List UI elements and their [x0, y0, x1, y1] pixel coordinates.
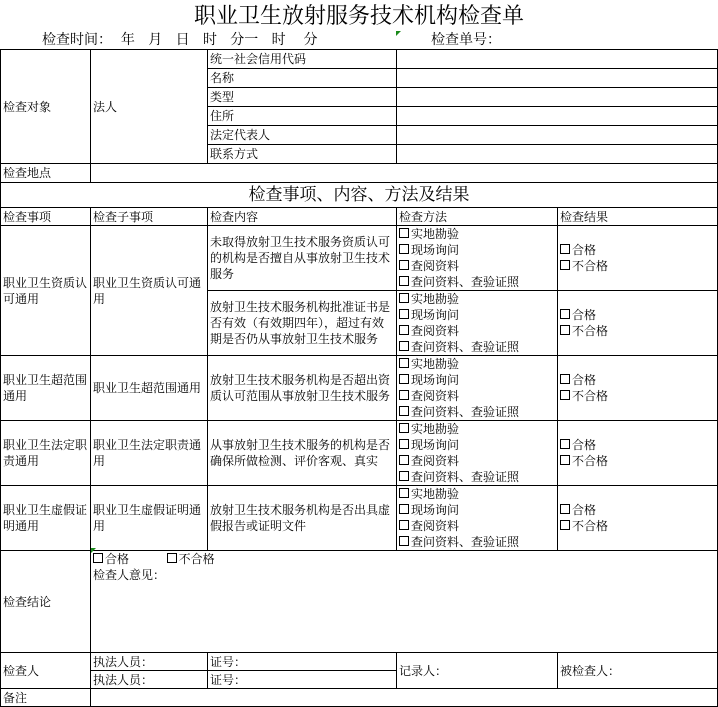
header-item: 检查事项 [1, 208, 91, 226]
location-value[interactable] [91, 164, 718, 183]
inspector-label: 检查人 [1, 653, 91, 689]
header-result: 检查结果 [558, 208, 718, 226]
check-sub-item: 职业卫生资质认可通用 [91, 226, 208, 356]
inspection-time-line: 检查时间： 年 月 日 时 分一 时 分 [42, 32, 318, 48]
method-options [397, 291, 558, 356]
checkbox-icon[interactable] [399, 455, 409, 465]
header-method: 检查方法 [397, 208, 558, 226]
method-options [397, 486, 558, 551]
checkbox-icon[interactable] [399, 244, 409, 254]
conclusion-label: 检查结论 [1, 551, 91, 653]
method-options [397, 421, 558, 486]
check-sub-item: 职业卫生虚假证明通用 [91, 486, 208, 551]
checkbox-icon[interactable] [399, 325, 409, 335]
inspector-opinion-label: 检查人意见： [93, 568, 166, 582]
checkbox-icon[interactable] [399, 358, 409, 368]
result-options [558, 486, 718, 551]
conclusion-fail: 不合格 [178, 552, 215, 566]
checkbox-icon[interactable] [560, 439, 570, 449]
checkbox-icon[interactable] [560, 455, 570, 465]
checkbox-icon[interactable] [399, 293, 409, 303]
method-option[interactable]: 查阅资料 [399, 518, 555, 534]
method-option[interactable]: 实地勘验 [399, 356, 555, 372]
checkbox-icon[interactable] [399, 341, 409, 351]
method-option[interactable]: 现场询问 [399, 437, 555, 453]
method-options [397, 226, 558, 291]
inspection-number-label: 检查单号： [431, 32, 501, 48]
header-content: 检查内容 [208, 208, 397, 226]
inspected-party-label[interactable]: 被检查人： [558, 653, 718, 689]
inspection-table [0, 49, 718, 707]
remark-label: 备注 [1, 689, 91, 707]
object-field-value[interactable] [397, 107, 718, 126]
result-options [558, 226, 718, 291]
result-option[interactable]: 不合格 [560, 388, 715, 404]
result-options [558, 291, 718, 356]
checkbox-icon[interactable] [399, 390, 409, 400]
checkbox-icon[interactable] [560, 520, 570, 530]
result-options [558, 421, 718, 486]
checkbox-icon[interactable] [399, 423, 409, 433]
result-option[interactable]: 合格 [560, 372, 715, 388]
checkbox-icon[interactable] [560, 260, 570, 270]
result-option[interactable]: 合格 [560, 242, 715, 258]
method-option[interactable]: 查问资料、查验证照 [399, 339, 555, 355]
checkbox-icon[interactable] [399, 260, 409, 270]
location-label: 检查地点 [1, 164, 91, 183]
cell-comment-marker [91, 548, 96, 553]
checkbox-icon[interactable] [399, 504, 409, 514]
check-content: 放射卫生技术服务机构是否出具虚假报告或证明文件 [208, 486, 397, 551]
officer-label[interactable]: 执法人员： [91, 671, 208, 689]
object-field-value[interactable] [397, 126, 718, 145]
method-option[interactable]: 现场询问 [399, 242, 555, 258]
conclusion-area[interactable] [91, 551, 718, 653]
object-field-label: 类型 [208, 88, 397, 107]
result-option[interactable]: 不合格 [560, 323, 715, 339]
object-type: 法人 [91, 50, 208, 164]
object-field-value[interactable] [397, 145, 718, 164]
checkbox-icon[interactable] [399, 439, 409, 449]
object-field-value[interactable] [397, 88, 718, 107]
conclusion-pass: 合格 [105, 552, 130, 566]
check-item: 职业卫生超范围通用 [1, 356, 91, 421]
checkbox-icon[interactable] [560, 309, 570, 319]
method-option[interactable]: 查问资料、查验证照 [399, 274, 555, 290]
checkbox-icon[interactable] [560, 374, 570, 384]
form-meta [0, 32, 718, 49]
checkbox-icon[interactable] [399, 309, 409, 319]
object-field-value[interactable] [397, 69, 718, 88]
method-option[interactable]: 查问资料、查验证照 [399, 469, 555, 485]
object-field-label: 名称 [208, 69, 397, 88]
recorder-label[interactable]: 记录人： [397, 653, 558, 689]
object-field-label: 法定代表人 [208, 126, 397, 145]
check-sub-item: 职业卫生法定职责通用 [91, 421, 208, 486]
method-option[interactable]: 查阅资料 [399, 258, 555, 274]
officer-label[interactable]: 执法人员： [91, 653, 208, 671]
method-option[interactable]: 现场询问 [399, 372, 555, 388]
remark-value[interactable] [91, 689, 718, 707]
method-option[interactable]: 查阅资料 [399, 388, 555, 404]
header-sub-item: 检查子事项 [91, 208, 208, 226]
checkbox-icon[interactable] [399, 406, 409, 416]
check-content: 未取得放射卫生技术服务资质认可的机构是否擅自从事放射卫生技术服务 [208, 226, 397, 291]
cert-label[interactable]: 证号： [208, 671, 397, 689]
checkbox-icon[interactable] [560, 325, 570, 335]
check-content: 从事放射卫生技术服务的机构是否确保所做检测、评价客观、真实 [208, 421, 397, 486]
result-option[interactable]: 合格 [560, 437, 715, 453]
checkbox-icon[interactable] [399, 536, 409, 546]
object-field-label: 统一社会信用代码 [208, 50, 397, 69]
method-option[interactable]: 查阅资料 [399, 323, 555, 339]
method-option[interactable]: 查阅资料 [399, 453, 555, 469]
check-content: 放射卫生技术服务机构批准证书是否有效（有效期四年），超过有效期是否仍从事放射卫生技术服务 [208, 291, 397, 356]
method-option[interactable]: 实地勘验 [399, 291, 555, 307]
check-item: 职业卫生法定职责通用 [1, 421, 91, 486]
checkbox-icon[interactable] [167, 553, 177, 563]
method-option[interactable]: 现场询问 [399, 307, 555, 323]
object-field-label: 联系方式 [208, 145, 397, 164]
object-label: 检查对象 [1, 50, 91, 164]
method-option[interactable]: 查问资料、查验证照 [399, 404, 555, 420]
check-item: 职业卫生虚假证明通用 [1, 486, 91, 551]
method-option[interactable]: 查问资料、查验证照 [399, 534, 555, 550]
result-option[interactable]: 不合格 [560, 258, 715, 274]
page-title: 职业卫生放射服务技术机构检查单 [193, 4, 524, 29]
checkbox-icon[interactable] [399, 276, 409, 286]
checkbox-icon[interactable] [399, 488, 409, 498]
checkbox-icon[interactable] [399, 228, 409, 238]
checkbox-icon[interactable] [560, 390, 570, 400]
object-field-label: 住所 [208, 107, 397, 126]
checkbox-icon[interactable] [399, 471, 409, 481]
check-item: 职业卫生资质认可通用 [1, 226, 91, 356]
method-options [397, 356, 558, 421]
object-field-value[interactable] [397, 50, 718, 69]
result-options [558, 356, 718, 421]
result-option[interactable]: 合格 [560, 307, 715, 323]
method-option[interactable]: 实地勘验 [399, 226, 555, 242]
check-sub-item: 职业卫生超范围通用 [91, 356, 208, 421]
checkbox-icon[interactable] [560, 244, 570, 254]
method-option[interactable]: 现场询问 [399, 502, 555, 518]
result-option[interactable]: 不合格 [560, 453, 715, 469]
method-option[interactable]: 实地勘验 [399, 486, 555, 502]
check-content: 放射卫生技术服务机构是否超出资质认可范围从事放射卫生技术服务 [208, 356, 397, 421]
section-title: 检查事项、内容、方法及结果 [1, 183, 718, 208]
checkbox-icon[interactable] [93, 553, 103, 563]
checkbox-icon[interactable] [399, 520, 409, 530]
method-option[interactable]: 实地勘验 [399, 421, 555, 437]
cell-comment-marker [396, 31, 401, 36]
checkbox-icon[interactable] [560, 504, 570, 514]
result-option[interactable]: 合格 [560, 502, 715, 518]
result-option[interactable]: 不合格 [560, 518, 715, 534]
checkbox-icon[interactable] [399, 374, 409, 384]
cert-label[interactable]: 证号： [208, 653, 397, 671]
